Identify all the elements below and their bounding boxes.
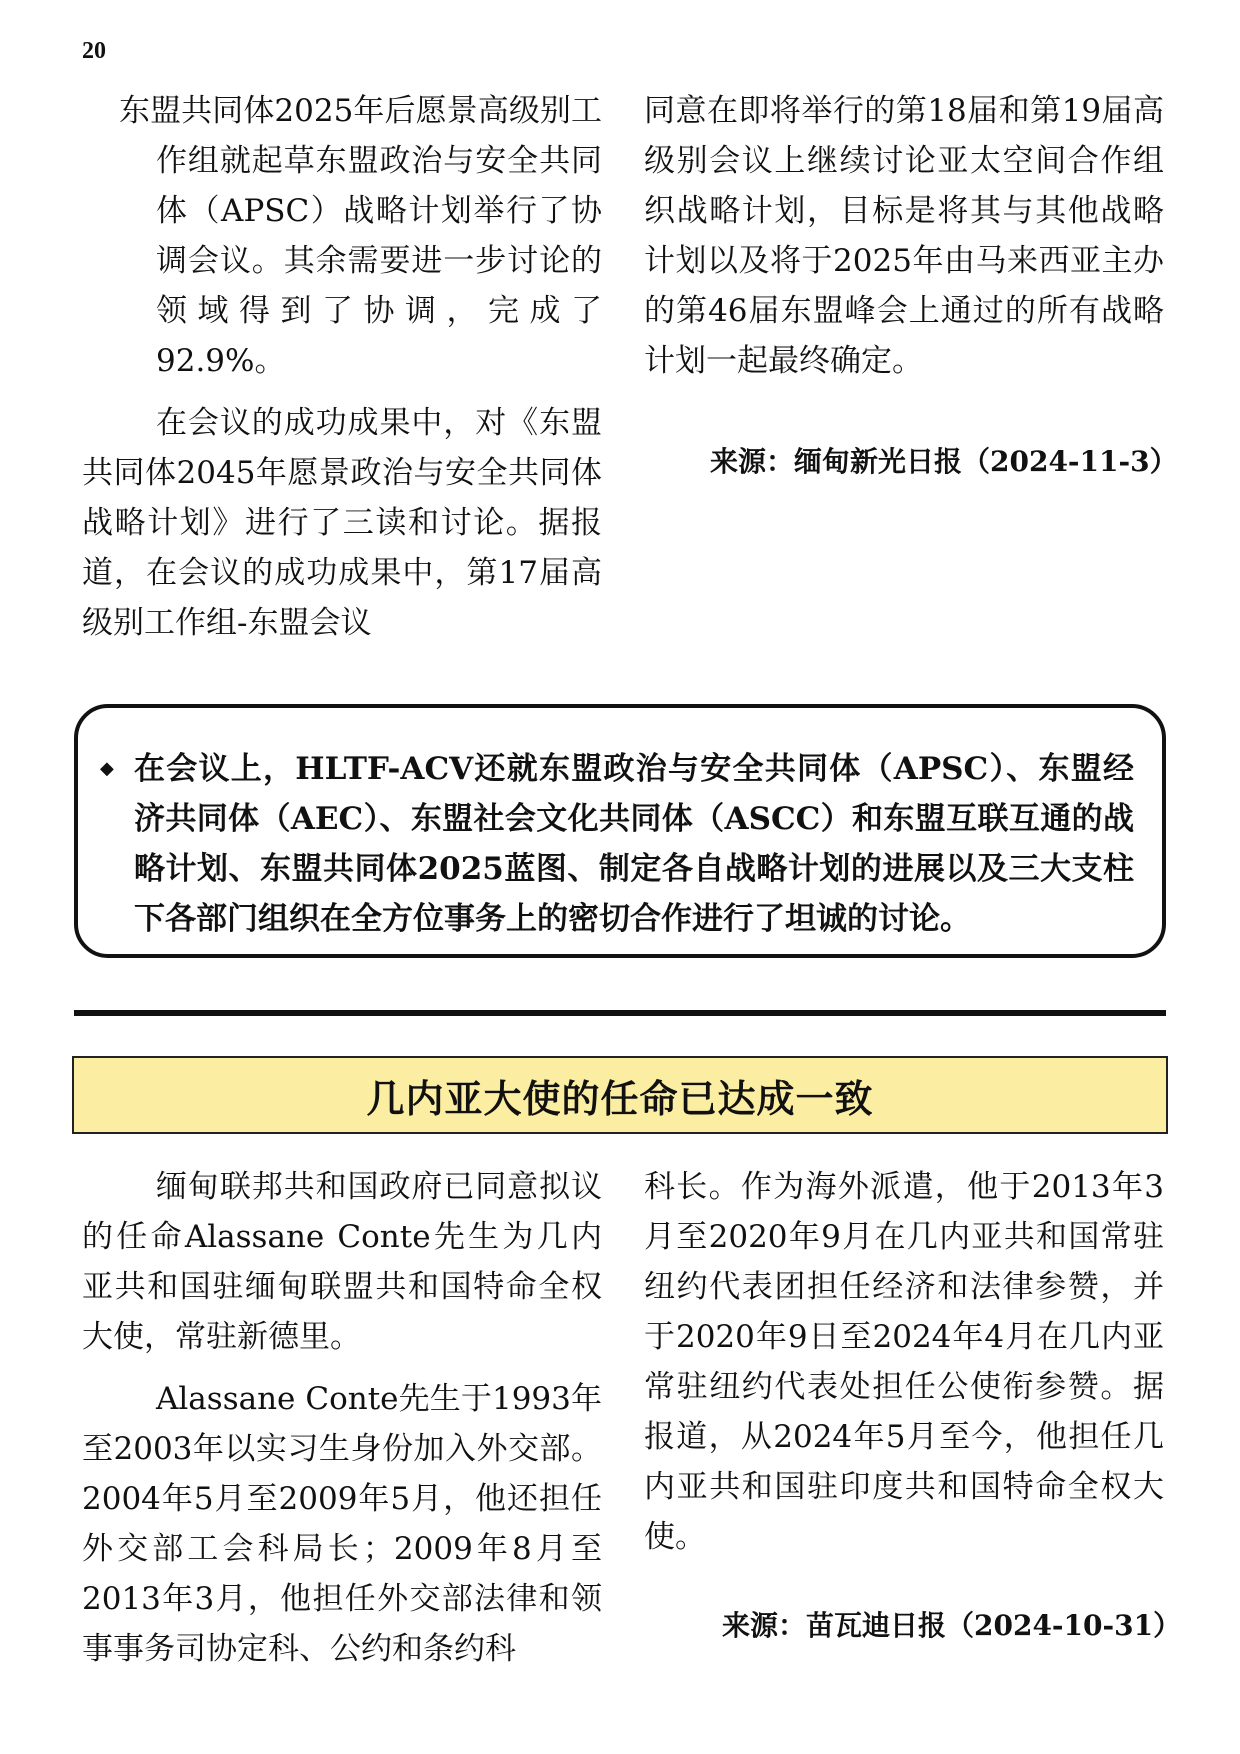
article2-paragraph-2: Alassane Conte先生于1993年至2003年以实习生身份加入外交部。2004年5月至2009年5月，他还担任外交部工会科局长；2009年8月至2013年3月，他担任外交部法律和领事事务司协定科、公约和条约科: [82, 1381, 602, 1667]
article2-left-column: [82, 1162, 602, 1686]
callout-text: 在会议上，HLTF-ACV还就东盟政治与安全共同体（APSC）、东盟经济共同体（AEC）、东盟社会文化共同体（ASCC）和东盟互联互通的战略计划、东盟共同体2025蓝图、制定各自战略计划的进展以及三大支柱下各部门组织在全方位事务上的密切合作进行了坦诚的讨论。: [134, 751, 1134, 937]
article2-headline: 几内亚大使的任命已达成一致: [72, 1056, 1168, 1134]
article1-right-column: [644, 86, 1164, 398]
article2-right-column: [644, 1162, 1164, 1574]
article2-source: 来源：苗瓦迪日报（2024-10-31）: [722, 1609, 1182, 1642]
article1-paragraph-1: 东盟共同体2025年后愿景高级别工作组就起草东盟政治与安全共同体（APSC）战略计划举行了协调会议。其余需要进一步讨论的领域得到了协调，完成了92.9%。: [119, 93, 602, 379]
section-divider: [74, 1010, 1166, 1016]
diamond-bullet-icon: ◆: [100, 758, 114, 779]
callout-box: [74, 704, 1166, 958]
article2-paragraph-1: 缅甸联邦共和国政府已同意拟议的任命Alassane Conte先生为几内亚共和国驻缅甸联盟共和国特命全权大使，常驻新德里。: [82, 1169, 602, 1355]
article1-source: 来源：缅甸新光日报（2024-11-3）: [710, 445, 1178, 478]
article1-left-column: [82, 86, 602, 660]
article1-paragraph-3: 同意在即将举行的第18届和第19届高级别会议上继续讨论亚太空间合作组织战略计划，目标是将其与其他战略计划以及将于2025年由马来西亚主办的第46届东盟峰会上通过的所有战略计划一起最终确定。: [644, 93, 1164, 379]
article1-paragraph-2: 在会议的成功成果中，对《东盟共同体2045年愿景政治与安全共同体战略计划》进行了三读和讨论。据报道，在会议的成功成果中，第17届高级别工作组-东盟会议: [82, 405, 602, 641]
article2-paragraph-3: 科长。作为海外派遣，他于2013年3月至2020年9月在几内亚共和国常驻纽约代表团担任经济和法律参赞，并于2020年9日至2024年4月在几内亚常驻纽约代表处担任公使衔参赞。据报道，从2024年5月至今，他担任几内亚共和国驻印度共和国特命全权大使。: [644, 1169, 1164, 1555]
page-number: 20: [82, 38, 106, 64]
